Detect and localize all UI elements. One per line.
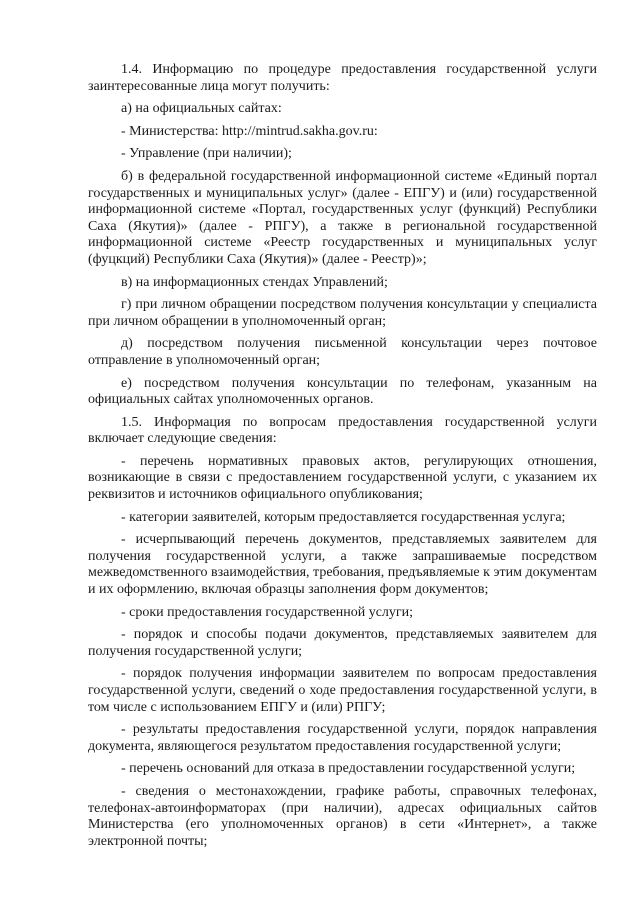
paragraph-deadlines: - сроки предоставления государственной услуги; [121, 604, 414, 620]
paragraph-1-4-intro: 1.4. Информацию по процедуре предоставления государственной услуги заинтересованные лица могут получить: [88, 62, 597, 94]
paragraph-list-item-g: г) при личном обращении посредством получения консультации у специалиста при личном обращении в уполномоченный орган; [88, 297, 597, 329]
paragraph-list-item-e: е) посредством получения консультации по телефонам, указанным на официальных сайтах уполномоченных органов. [88, 375, 597, 408]
paragraph-1-5-intro: 1.5. Информация по вопросам предоставления государственной услуги включает следующие сведения: [88, 414, 597, 447]
paragraph-list-item-v: в) на информационных стендах Управлений; [121, 274, 388, 290]
paragraph-list-item-a: а) на официальных сайтах: [121, 101, 282, 117]
paragraph-refusal-grounds: - перечень оснований для отказа в предоставлении государственной услуги; [121, 761, 576, 777]
paragraph-list-item-d: д) посредством получения письменной консультации через почтовое отправление в уполномоченный орган; [88, 336, 597, 368]
paragraph-department: - Управление (при наличии); [121, 146, 292, 162]
paragraph-list-item-b: б) в федеральной государственной информационной системе «Единый портал государственных и муниципальных услуг» (далее - ЕПГУ) и (или) государственной информационной системе «Портал, государственных услуг (функций) Республики Саха (Якутия)» (далее - РПГУ), а также в региональной государственной информационной системе «Реестр государственных и муниципальных услуг (фуцкций) Республики Саха (Якутия)» (далее - Реестр)»; [88, 168, 597, 267]
paragraph-applicant-categories: - категории заявителей, которым предоставляется государственная услуга; [121, 509, 566, 525]
document-body [88, 62, 597, 856]
paragraph-contact-info: - сведения о местонахождении, графике работы, справочных телефонах, телефонах-автоинформаторах (при наличии), адресах официальных сайтов Министерства (его уполномоченных органов) в сети «Интернет», а также электронной почты; [88, 783, 597, 849]
paragraph-legal-acts: - перечень нормативных правовых актов, регулирующих отношения, возникающие в связи с предоставлением государственной услуги, с указанием их реквизитов и источников официального опубликования; [88, 453, 597, 503]
paragraph-submission-methods: - порядок и способы подачи документов, представляемых заявителем для получения государственной услуги; [88, 627, 597, 659]
paragraph-document-list: - исчерпывающий перечень документов, представляемых заявителем для получения государственной услуги, а также запрашиваемые посредством межведомственного взаимодействия, требования, предъявляемые к этим документам и их оформлению, включая образцы заполнения форм документов; [88, 532, 597, 598]
paragraph-service-results: - результаты предоставления государственной услуги, порядок направления документа, являющегося результатом предоставления государственной услуги; [88, 722, 597, 754]
paragraph-info-procedure: - порядок получения информации заявителем по вопросам предоставления государственной услуги, сведений о ходе предоставления государственной услуги, в том числе с использованием ЕПГУ и (или) РПГУ; [88, 666, 597, 715]
paragraph-ministry-site: - Министерства: http://mintrud.sakha.gov.ru: [121, 123, 378, 139]
